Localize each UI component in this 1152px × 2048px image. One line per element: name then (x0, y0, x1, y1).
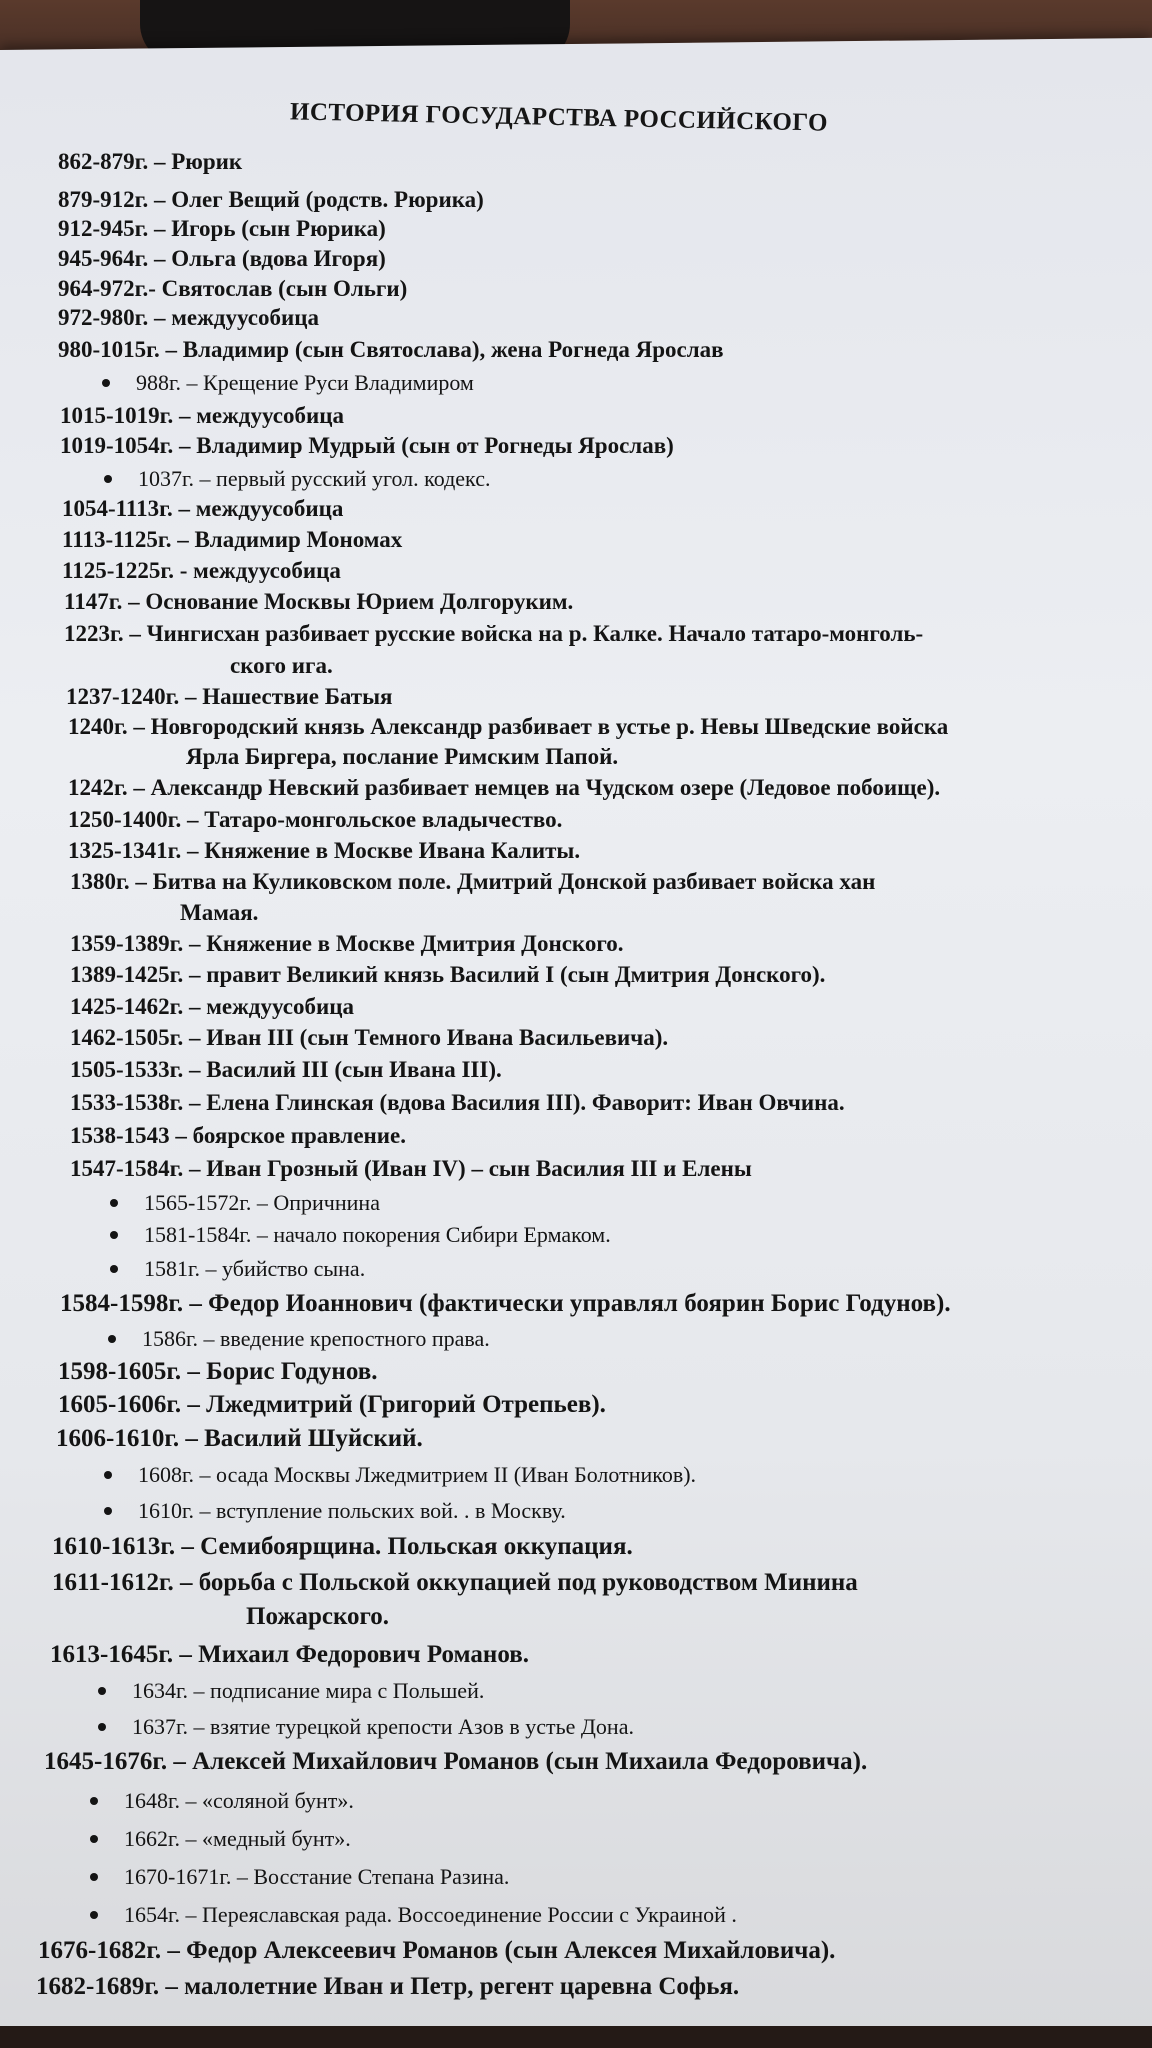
timeline-subentry (90, 1900, 737, 1930)
timeline-entry: 1584-1598г. – Федор Иоаннович (фактически управлял боярин Борис Годунов). (60, 1290, 951, 1317)
timeline-entry: 980-1015г. – Владимир (сын Святослава), жена Рогнеда Ярослав (58, 337, 724, 362)
subentry-text: 1670-1671г. – Восстание Степана Разина. (124, 1864, 510, 1889)
timeline-subentry (104, 464, 490, 494)
timeline-entry: 1613-1645г. – Михаил Федорович Романов. (50, 1641, 529, 1668)
timeline-entry: 1113-1125г. – Владимир Мономах (62, 527, 403, 552)
timeline-entry: 1019-1054г. – Владимир Мудрый (сын от Рогнеды Ярослав) (60, 433, 674, 458)
bullet-icon (90, 1797, 98, 1805)
timeline-entry: 964-972г.- Святослав (сын Ольги) (58, 276, 408, 301)
timeline-entry: 945-964г. – Ольга (вдова Игоря) (58, 246, 386, 271)
bullet-icon (104, 1507, 112, 1515)
bullet-icon (108, 1335, 116, 1343)
timeline-entry: 879-912г. – Олег Вещий (родств. Рюрика) (58, 187, 484, 212)
timeline-entry: 972-980г. – междуусобица (58, 305, 319, 330)
timeline-entry: 1610-1613г. – Семибоярщина. Польская оккупация. (52, 1533, 633, 1560)
timeline-subentry (102, 368, 474, 398)
timeline-entry: 1125-1225г. - междуусобица (62, 558, 341, 583)
subentry-text: 988г. – Крещение Руси Владимиром (136, 370, 474, 395)
timeline-entry: 1359-1389г. – Княжение в Москве Дмитрия Донского. (70, 931, 624, 956)
timeline-entry: 1425-1462г. – междуусобица (70, 994, 354, 1019)
timeline-entry: 1533-1538г. – Елена Глинская (вдова Василия III). Фаворит: Иван Овчина. (70, 1090, 845, 1115)
timeline-entry: 1505-1533г. – Василий III (сын Ивана III). (70, 1057, 502, 1082)
bullet-icon (98, 1723, 106, 1731)
timeline-entry: 1605-1606г. – Лжедмитрий (Григорий Отрепьев). (58, 1391, 606, 1418)
subentry-text: 1608г. – осада Москвы Лжедмитрием II (Иван Болотников). (138, 1462, 697, 1487)
timeline-entry: 1380г. – Битва на Куликовском поле. Дмитрий Донской разбивает войска хан (70, 869, 876, 894)
timeline-entry-continuation: Ярла Биргера, послание Римским Папой. (186, 744, 619, 769)
timeline-entry: 912-945г. – Игорь (сын Рюрика) (58, 216, 386, 241)
timeline-entry: 1237-1240г. – Нашествие Батыя (66, 684, 393, 709)
timeline-entry-continuation: Пожарского. (246, 1603, 390, 1630)
subentry-text: 1581г. – убийство сына. (144, 1256, 366, 1281)
bullet-icon (110, 1265, 118, 1273)
bullet-icon (104, 475, 112, 483)
timeline-subentry (90, 1786, 354, 1816)
timeline-entry: 1538-1543 – боярское правление. (70, 1123, 407, 1148)
subentry-text: 1654г. – Переяславская рада. Воссоединение России с Украиной . (124, 1902, 737, 1927)
timeline-entry: 1676-1682г. – Федор Алексеевич Романов (сын Алексея Михайловича). (38, 1937, 836, 1964)
subentry-text: 1637г. – взятие турецкой крепости Азов в устье Дона. (132, 1714, 634, 1739)
subentry-text: 1634г. – подписание мира с Польшей. (132, 1678, 485, 1703)
timeline-entry: 1054-1113г. – междуусобица (62, 496, 344, 521)
timeline-subentry (110, 1220, 611, 1250)
timeline-entry-continuation: ского ига. (230, 653, 333, 678)
timeline-subentry (90, 1824, 351, 1854)
subentry-text: 1610г. – вступление польских вой. . в Москву. (138, 1498, 566, 1523)
timeline-subentry (98, 1676, 484, 1706)
timeline-entry: 1645-1676г. – Алексей Михайлович Романов (сын Михаила Федоровича). (44, 1748, 868, 1775)
subentry-text: 1662г. – «медный бунт». (124, 1826, 351, 1851)
timeline-subentry (90, 1862, 509, 1892)
timeline-entry: 1015-1019г. – междуусобица (60, 403, 344, 428)
bullet-icon (90, 1873, 98, 1881)
bullet-icon (90, 1911, 98, 1919)
subentry-text: 1565-1572г. – Опричнина (144, 1190, 380, 1215)
bullet-icon (90, 1835, 98, 1843)
timeline-subentry (108, 1324, 490, 1354)
timeline-entry: 1389-1425г. – правит Великий князь Василий I (сын Дмитрия Донского). (70, 962, 826, 987)
timeline-subentry (104, 1460, 696, 1490)
timeline-entry: 1250-1400г. – Татаро-монгольское владычество. (68, 807, 563, 832)
timeline-subentry (98, 1712, 634, 1742)
timeline-subentry (104, 1496, 566, 1526)
document-title: ИСТОРИЯ ГОСУДАРСТВА РОССИЙСКОГО (289, 98, 829, 137)
subentry-text: 1037г. – первый русский угол. кодекс. (138, 466, 491, 491)
timeline-entry: 1325-1341г. – Княжение в Москве Ивана Калиты. (68, 838, 581, 863)
timeline-entry: 1462-1505г. – Иван III (сын Темного Ивана Васильевича). (70, 1025, 669, 1050)
timeline-entry: 862-879г. – Рюрик (58, 149, 243, 174)
bullet-icon (110, 1231, 118, 1239)
timeline-subentry (110, 1254, 365, 1284)
timeline-entry: 1547-1584г. – Иван Грозный (Иван IV) – сын Василия III и Елены (70, 1156, 752, 1181)
subentry-text: 1586г. – введение крепостного права. (142, 1326, 490, 1351)
timeline-entry: 1147г. – Основание Москвы Юрием Долгоруким. (64, 589, 574, 614)
bullet-icon (110, 1199, 118, 1207)
timeline-entry: 1606-1610г. – Василий Шуйский. (56, 1425, 423, 1452)
timeline-entry: 1223г. – Чингисхан разбивает русские войска на р. Калке. Начало татаро-монголь- (64, 621, 924, 646)
timeline-entry: 1240г. – Новгородский князь Александр разбивает в устье р. Невы Шведские войска (68, 714, 949, 739)
timeline-entry: 1682-1689г. – малолетние Иван и Петр, регент царевна Софья. (36, 1973, 740, 2000)
timeline-entry: 1242г. – Александр Невский разбивает немцев на Чудском озере (Ледовое побоище). (68, 775, 941, 800)
timeline-entry: 1611-1612г. – борьба с Польской оккупацией под руководством Минина (52, 1569, 858, 1596)
timeline-entry: 1598-1605г. – Борис Годунов. (58, 1358, 378, 1385)
bullet-icon (104, 1471, 112, 1479)
subentry-text: 1581-1584г. – начало покорения Сибири Ермаком. (144, 1222, 611, 1247)
subentry-text: 1648г. – «соляной бунт». (124, 1788, 354, 1813)
bullet-icon (98, 1687, 106, 1695)
bullet-icon (102, 379, 110, 387)
timeline-entry-continuation: Мамая. (180, 900, 259, 925)
timeline-subentry (110, 1188, 380, 1218)
